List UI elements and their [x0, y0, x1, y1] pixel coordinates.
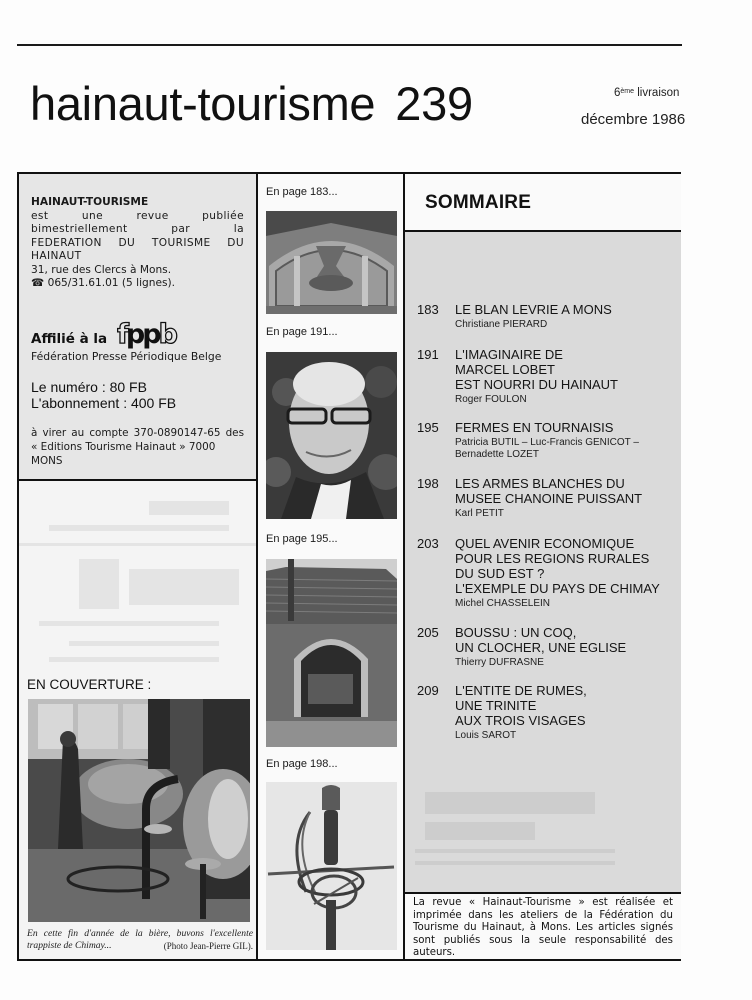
faded-background-print: [19, 481, 256, 671]
sommaire-list: [405, 232, 681, 892]
logo-letter-p2: p: [142, 318, 159, 350]
toc-author: Thierry DUFRASNE: [455, 657, 544, 668]
photo-credit: (Photo Jean-Pierre GIL).: [163, 941, 253, 951]
livraison-number: 6: [614, 87, 621, 99]
caption-line-2: [27, 940, 253, 952]
toc-entry[interactable]: [417, 420, 677, 461]
toc-entry[interactable]: [417, 302, 677, 331]
preview-label-183: En page 183...: [266, 186, 338, 198]
affiliation: [31, 318, 244, 350]
preview-label-195: En page 195...: [266, 533, 338, 545]
publisher-address: 31, rue des Clercs à Mons.: [31, 263, 172, 276]
toc-title-line: MUSEE CHANOINE PUISSANT: [455, 491, 643, 506]
toc-page: 183: [417, 302, 439, 317]
preview-column: [258, 174, 403, 959]
toc-author: Louis SAROT: [455, 730, 517, 741]
publication-note: [405, 894, 681, 959]
caption-text: trappiste de Chimay...: [27, 940, 112, 951]
toc-entry[interactable]: [417, 476, 677, 520]
livraison-suffix: ème: [620, 88, 635, 95]
livraison-word: livraison: [637, 87, 680, 99]
toc-page: 198: [417, 476, 439, 491]
toc-author-line-2: Bernadette LOZET: [455, 449, 539, 460]
toc-page: 209: [417, 683, 439, 698]
toc-entry[interactable]: [417, 347, 677, 406]
price-issue: Le numéro : 80 FB: [31, 378, 147, 395]
preview-photo-portrait: [266, 352, 397, 519]
toc-title-line: POUR LES REGIONS RURALES: [455, 551, 650, 566]
toc-author: Christiane PIERARD: [455, 319, 548, 330]
preview-label-191: En page 191...: [266, 326, 338, 338]
prices: [31, 379, 244, 411]
cover-title: EN COUVERTURE :: [27, 677, 152, 692]
top-rule: [17, 44, 682, 46]
toc-title-line: DU SUD EST ?: [455, 566, 545, 581]
toc-page: 195: [417, 420, 439, 435]
publisher-name: HAINAUT-TOURISME: [31, 196, 149, 208]
toc-title: LE BLAN LEVRIE A MONS: [455, 302, 612, 317]
publisher-box: [19, 174, 256, 479]
magazine-title: hainaut-tourisme: [30, 77, 376, 130]
logo-letter-b: b: [158, 318, 175, 350]
logo-letter-p1: p: [125, 318, 143, 350]
publication-note-text: La revue « Hainaut-Tourisme » est réalisée et imprimée dans les ateliers de la Fédération du Tourisme du Hainaut, à Mons. Les articles signés sont publiés sous la seule responsabilité des auteurs.: [413, 897, 673, 959]
affiliation-full-name: Fédération Presse Périodique Belge: [31, 349, 222, 363]
faded-restaurant-ad: [415, 787, 615, 877]
issue-date: décembre 1986: [581, 111, 686, 128]
logo-letter-f: f: [117, 318, 126, 350]
masthead: [30, 77, 473, 130]
affiliation-label: Affilié à la: [31, 330, 108, 347]
payment-info: [31, 426, 244, 468]
sommaire-heading: SOMMAIRE: [425, 192, 532, 213]
toc-title: FERMES EN TOURNAISIS: [455, 420, 614, 435]
toc-title-line: UNE TRINITE: [455, 698, 537, 713]
preview-label-198: En page 198...: [266, 758, 338, 770]
toc-title-line: BOUSSU : UN COQ,: [455, 625, 577, 640]
toc-title-line: EST NOURRI DU HAINAUT: [455, 377, 618, 392]
sommaire-header: [405, 174, 681, 230]
cover-caption: [27, 928, 253, 952]
phone-number: 065/31.61.01 (5 lignes).: [47, 277, 176, 289]
preview-photo-tympanum: [266, 211, 397, 314]
toc-title-line: MARCEL LOBET: [455, 362, 555, 377]
preview-photo-sword: [266, 782, 397, 950]
payment-line-1: à virer au compte 370-0890147-65 des: [31, 426, 244, 439]
toc-author: Michel CHASSELEIN: [455, 598, 551, 609]
toc-title-line: QUEL AVENIR ECONOMIQUE: [455, 536, 635, 551]
toc-author: Roger FOULON: [455, 394, 527, 405]
publisher-description: est une revue publiée bimestriellement par la: [31, 209, 244, 235]
toc-entry[interactable]: [417, 536, 677, 610]
phone-icon: ☎: [31, 277, 45, 289]
preview-photo-farm-gate: [266, 559, 397, 747]
issue-number: 239: [395, 77, 473, 130]
livraison: [614, 87, 679, 99]
payment-line-2: « Editions Tourisme Hainaut » 7000 MONS: [31, 440, 216, 467]
toc-entry[interactable]: [417, 683, 677, 742]
toc-title-line: LES ARMES BLANCHES DU: [455, 476, 625, 491]
cover-photo-brewery: [28, 699, 250, 922]
fppb-logo: [117, 318, 175, 350]
toc-author: Karl PETIT: [455, 508, 504, 519]
price-subscription: L'abonnement : 400 FB: [31, 394, 177, 411]
toc-title-line: L'EXEMPLE DU PAYS DE CHIMAY: [455, 581, 660, 596]
caption-line-1: En cette fin d'année de la bière, buvons l'excellente: [27, 928, 253, 939]
toc-page: 203: [417, 536, 439, 551]
publisher-phone: [31, 277, 244, 291]
toc-title-line: AUX TROIS VISAGES: [455, 713, 586, 728]
content-frame: [17, 172, 681, 961]
toc-page: 205: [417, 625, 439, 640]
toc-entry[interactable]: [417, 625, 677, 669]
toc-page: 191: [417, 347, 439, 362]
toc-title-line: L'IMAGINAIRE DE: [455, 347, 563, 362]
toc-author: Patricia BUTIL – Luc-Francis GENICOT –: [455, 437, 639, 448]
toc-title-line: L'ENTITE DE RUMES,: [455, 683, 587, 698]
toc-title-line: UN CLOCHER, UNE EGLISE: [455, 640, 627, 655]
cover-section: [19, 481, 256, 959]
federation-name: FEDERATION DU TOURISME DU HAINAUT: [31, 236, 244, 262]
